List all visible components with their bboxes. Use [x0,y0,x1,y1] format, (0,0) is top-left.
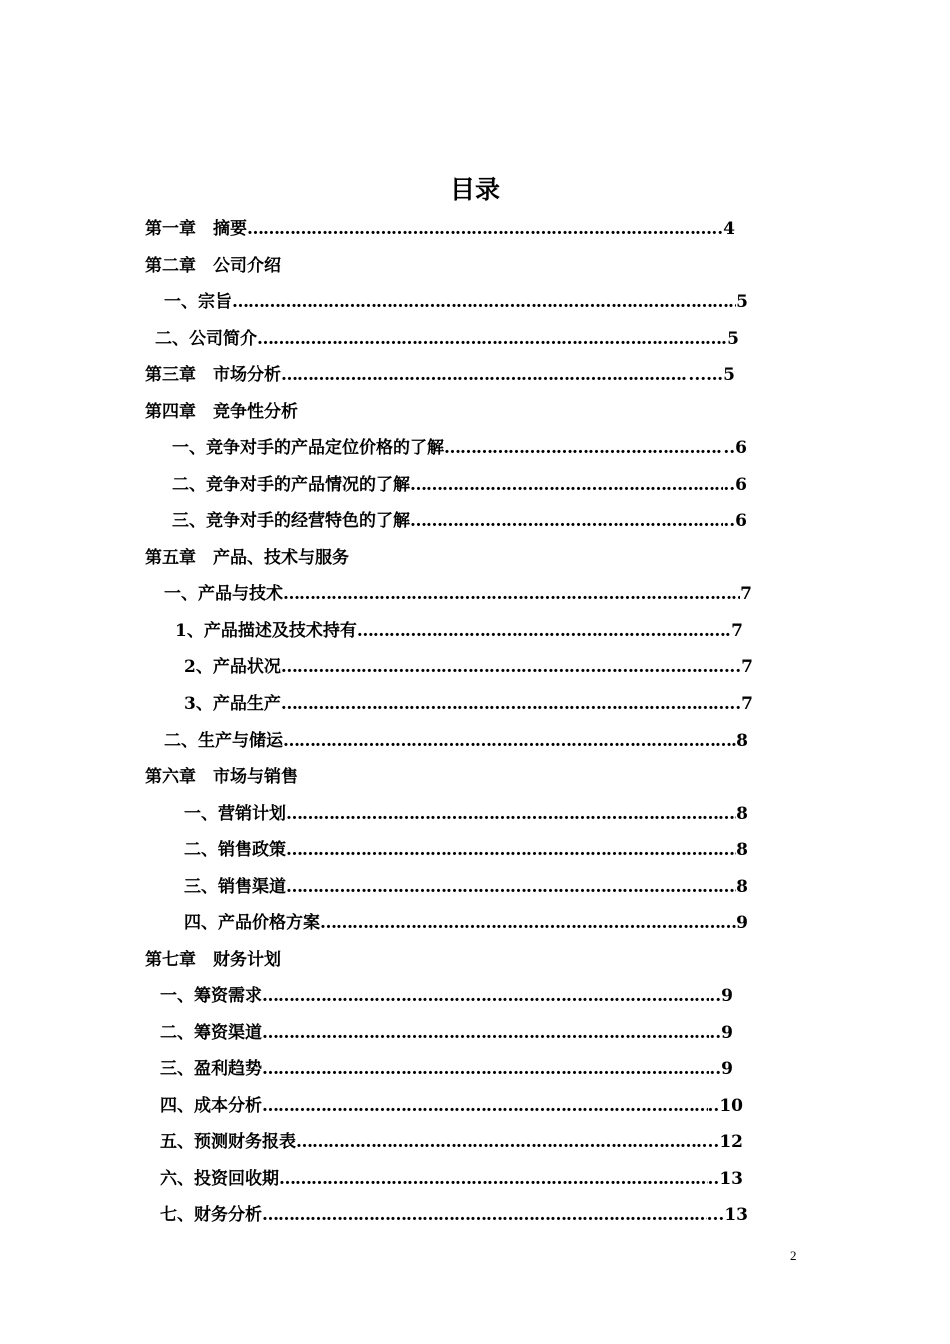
toc-entry[interactable] [184,837,748,863]
toc-leader [296,1129,708,1155]
toc-entry[interactable] [160,1129,743,1155]
toc-entry-page: ...13 [706,1205,748,1225]
toc-entry[interactable] [184,654,753,680]
toc-entry[interactable] [184,910,748,936]
toc-entry-page: ..13 [707,1169,743,1189]
toc-leader [281,654,729,680]
toc-entry-label: 第五章 产品、技术与服务 [145,548,349,568]
toc-entry-label: 四、成本分析 [160,1096,262,1116]
toc-entry-heading[interactable] [145,399,298,425]
toc-entry[interactable] [184,874,748,900]
toc-entry[interactable] [164,581,752,607]
toc-entry-page: ..6 [723,475,747,495]
toc-leader [281,362,688,388]
toc-entry-label: 3、产品生产 [184,694,281,714]
toc-entry-label: 二、公司简介 [155,329,257,349]
toc-entry[interactable] [160,1202,748,1228]
toc-entry-page: 8 [736,804,748,824]
toc-entry-page: ..9 [709,1023,733,1043]
toc-entry-heading[interactable] [145,764,298,790]
toc-entry[interactable] [175,618,743,644]
toc-leader [410,472,723,498]
toc-entry-label: 一、营销计划 [184,804,286,824]
toc-leader [262,1020,709,1046]
toc-entry[interactable] [184,691,753,717]
toc-leader [320,910,736,936]
toc-entry-label: 第七章 财务计划 [145,950,281,970]
toc-leader [262,1056,709,1082]
toc-entry[interactable] [184,801,748,827]
toc-leader [283,581,740,607]
toc-leader [247,216,711,242]
toc-entry-page: 8 [736,877,748,897]
toc-entry[interactable] [145,362,735,388]
toc-entry[interactable] [160,983,733,1009]
toc-entry-label: 1、产品描述及技术持有 [175,621,357,641]
toc-entry-label: 一、竞争对手的产品定位价格的了解 [172,438,444,458]
toc-title: 目录 [449,175,500,204]
toc-entry-label: 第二章 公司介绍 [145,256,281,276]
toc-entry-label: 一、筹资需求 [160,986,262,1006]
toc-entry-label: 四、产品价格方案 [184,913,320,933]
toc-entry-page: 7 [731,621,743,641]
toc-leader [286,801,736,827]
toc-entry-page: 5 [727,329,739,349]
toc-entry-page: 5 [736,292,748,312]
toc-entry-label: 第三章 市场分析 [145,365,281,385]
toc-entry[interactable] [145,216,735,242]
toc-entry[interactable] [172,508,747,534]
toc-entry-label: 2、产品状况 [184,657,281,677]
toc-leader [262,1202,707,1228]
toc-entry-label: 二、生产与储运 [164,731,283,751]
toc-entry-heading[interactable] [145,947,281,973]
toc-entry-page: ..7 [729,694,753,714]
toc-entry-label: 二、竞争对手的产品情况的了解 [172,475,410,495]
toc-entry-page: ..10 [707,1096,743,1116]
toc-entry-label: 第四章 竞争性分析 [145,402,298,422]
toc-entry-heading[interactable] [145,253,281,279]
toc-entry-page: ..7 [729,657,753,677]
toc-leader [281,691,729,717]
toc-entry-page: ..9 [709,986,733,1006]
toc-entry-label: 三、竞争对手的经营特色的了解 [172,511,410,531]
toc-entry-label: 六、投资回收期 [160,1169,279,1189]
toc-entry[interactable] [160,1056,733,1082]
toc-entry[interactable] [160,1093,743,1119]
toc-entry-page: 7 [740,584,752,604]
toc-entry-label: 第六章 市场与销售 [145,767,298,787]
toc-leader [410,508,723,534]
toc-entry-page: ..6 [723,511,747,531]
toc-entry-label: 五、预测财务报表 [160,1132,296,1152]
toc-leader [262,1093,708,1119]
toc-leader [257,326,727,352]
toc-leader [357,618,731,644]
toc-leader [286,874,736,900]
toc-entry[interactable] [164,728,748,754]
toc-entry[interactable] [160,1166,743,1192]
toc-entry-label: 二、筹资渠道 [160,1023,262,1043]
toc-entry-label: 第一章 摘要 [145,219,247,239]
toc-entry-label: 七、财务分析 [160,1205,262,1225]
toc-leader [232,289,736,315]
toc-entry-label: 一、产品与技术 [164,584,283,604]
page-number: 2 [790,1248,797,1263]
toc-leader [262,983,709,1009]
toc-entry-page: 9 [736,913,748,933]
toc-entry[interactable] [155,326,739,352]
toc-entry-page: ..4 [711,219,735,239]
toc-entry-label: 三、销售渠道 [184,877,286,897]
toc-entry-label: 一、宗旨 [164,292,232,312]
toc-leader [444,435,723,461]
toc-leader [279,1166,708,1192]
toc-entry-page: ..9 [709,1059,733,1079]
toc-entry-label: 二、销售政策 [184,840,286,860]
toc-entry-page: ..6 [723,438,747,458]
toc-leader [286,837,736,863]
toc-entry[interactable] [172,435,747,461]
toc-entry[interactable] [160,1020,733,1046]
toc-entry-page: ..12 [707,1132,743,1152]
toc-entry-page: 8 [736,731,748,751]
toc-entry[interactable] [172,472,747,498]
toc-entry-page: ...…5 [688,365,735,385]
toc-entry[interactable] [164,289,748,315]
toc-entry-label: 三、盈利趋势 [160,1059,262,1079]
toc-leader [283,728,736,754]
toc-entry-heading[interactable] [145,545,349,571]
toc-entry-page: 8 [736,840,748,860]
